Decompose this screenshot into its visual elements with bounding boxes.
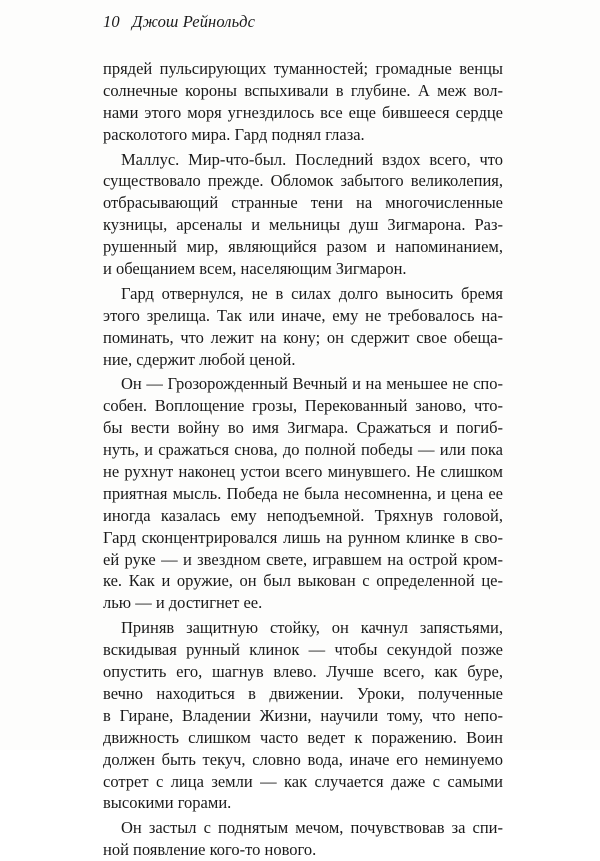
text-line: не рухнут наконец устои всего минувшего. Не слишком bbox=[103, 462, 503, 482]
paragraph bbox=[103, 283, 503, 371]
paragraph bbox=[103, 617, 503, 814]
paragraph bbox=[103, 58, 503, 146]
text-line: Он застыл с поднятым мечом, почувствовав за спи- bbox=[121, 818, 503, 838]
paragraph bbox=[103, 373, 503, 614]
text-line: иногда казалась ему неподъемной. Тряхнув головой, bbox=[103, 505, 503, 525]
text-line: солнечные короны вспыхивали в глубине. А меж вол- bbox=[103, 80, 503, 100]
paragraph bbox=[103, 817, 503, 861]
text-line: лью — и достигнет ее. bbox=[103, 593, 263, 613]
text-line: нами этого моря угнездилось все еще бившееся сердце bbox=[103, 102, 503, 122]
text-line: опустить его, шагнув влево. Лучше всего, как буре, bbox=[103, 662, 503, 682]
text-line: прядей пульсирующих туманностей; громадные венцы bbox=[103, 59, 503, 78]
text-line: Маллус. Мир-что-был. Последний вздох всего, что bbox=[121, 149, 503, 169]
page-number: 10 bbox=[103, 12, 120, 31]
text-line: поминать, что лежит на кону; он сдержит свое обеща- bbox=[103, 327, 503, 347]
text-line: вскидывая рунный клинок — чтобы секундой позже bbox=[103, 640, 503, 660]
text-line: существовало прежде. Обломок забытого великолепия, bbox=[103, 171, 503, 191]
text-line: Приняв защитную стойку, он качнул запястьями, bbox=[121, 618, 503, 638]
text-line: ей руке — и звездном свете, игравшем на острой кром- bbox=[103, 549, 503, 569]
text-line: Гард отвернулся, не в силах долго выносить бремя bbox=[121, 283, 503, 303]
text-line: Он — Грозорожденный Вечный и на меньшее не спо- bbox=[121, 374, 503, 394]
text-line: ной появление кого-то нового. bbox=[103, 840, 317, 860]
text-line: отбрасывающий странные тени на многочисленные bbox=[103, 193, 503, 213]
body-text bbox=[103, 58, 503, 861]
text-line: кузницы, арсеналы и мельницы душ Зигмарона. Раз- bbox=[103, 215, 503, 235]
text-line: высокими горами. bbox=[103, 793, 232, 813]
text-line: движность слишком часто ведет к поражению. Воин bbox=[103, 727, 503, 747]
text-line: приятная мысль. Победа не была несомненна, и цена ее bbox=[103, 483, 503, 503]
text-line: вечно находиться в движении. Уроки, полученные bbox=[103, 683, 503, 703]
text-line: этого зрелища. Так или иначе, ему не требовалось на- bbox=[103, 305, 503, 325]
text-line: ке. Как и оружие, он был выкован с определенной це- bbox=[103, 571, 503, 591]
text-line: в Гиране, Владении Жизни, научили тому, что непо- bbox=[103, 705, 503, 725]
text-line: нуть, и сражаться снова, до полной победы — или пока bbox=[103, 440, 503, 460]
running-title: Джош Рейнольдс bbox=[131, 12, 256, 31]
paragraph bbox=[103, 149, 503, 280]
text-line: расколотого мира. Гард поднял глаза. bbox=[103, 124, 365, 144]
text-line: должен быть текуч, словно вода, иначе его неминуемо bbox=[103, 749, 503, 769]
text-line: собен. Воплощение грозы, Перекованный заново, что- bbox=[103, 396, 503, 416]
text-line: Гард сконцентрировался лишь на рунном клинке в сво- bbox=[103, 527, 503, 547]
running-header bbox=[103, 12, 255, 32]
text-line: ние, сдержит любой ценой. bbox=[103, 349, 296, 369]
text-line: бы вести войну во имя Зигмара. Сражаться и погиб- bbox=[103, 418, 503, 438]
text-line: рушенный мир, являющийся разом и напоминанием, bbox=[103, 237, 503, 257]
text-line: сотрет с лица земли — как случается даже с самыми bbox=[103, 771, 503, 791]
text-line: и обещанием всем, населяющим Зигмарон. bbox=[103, 259, 407, 279]
